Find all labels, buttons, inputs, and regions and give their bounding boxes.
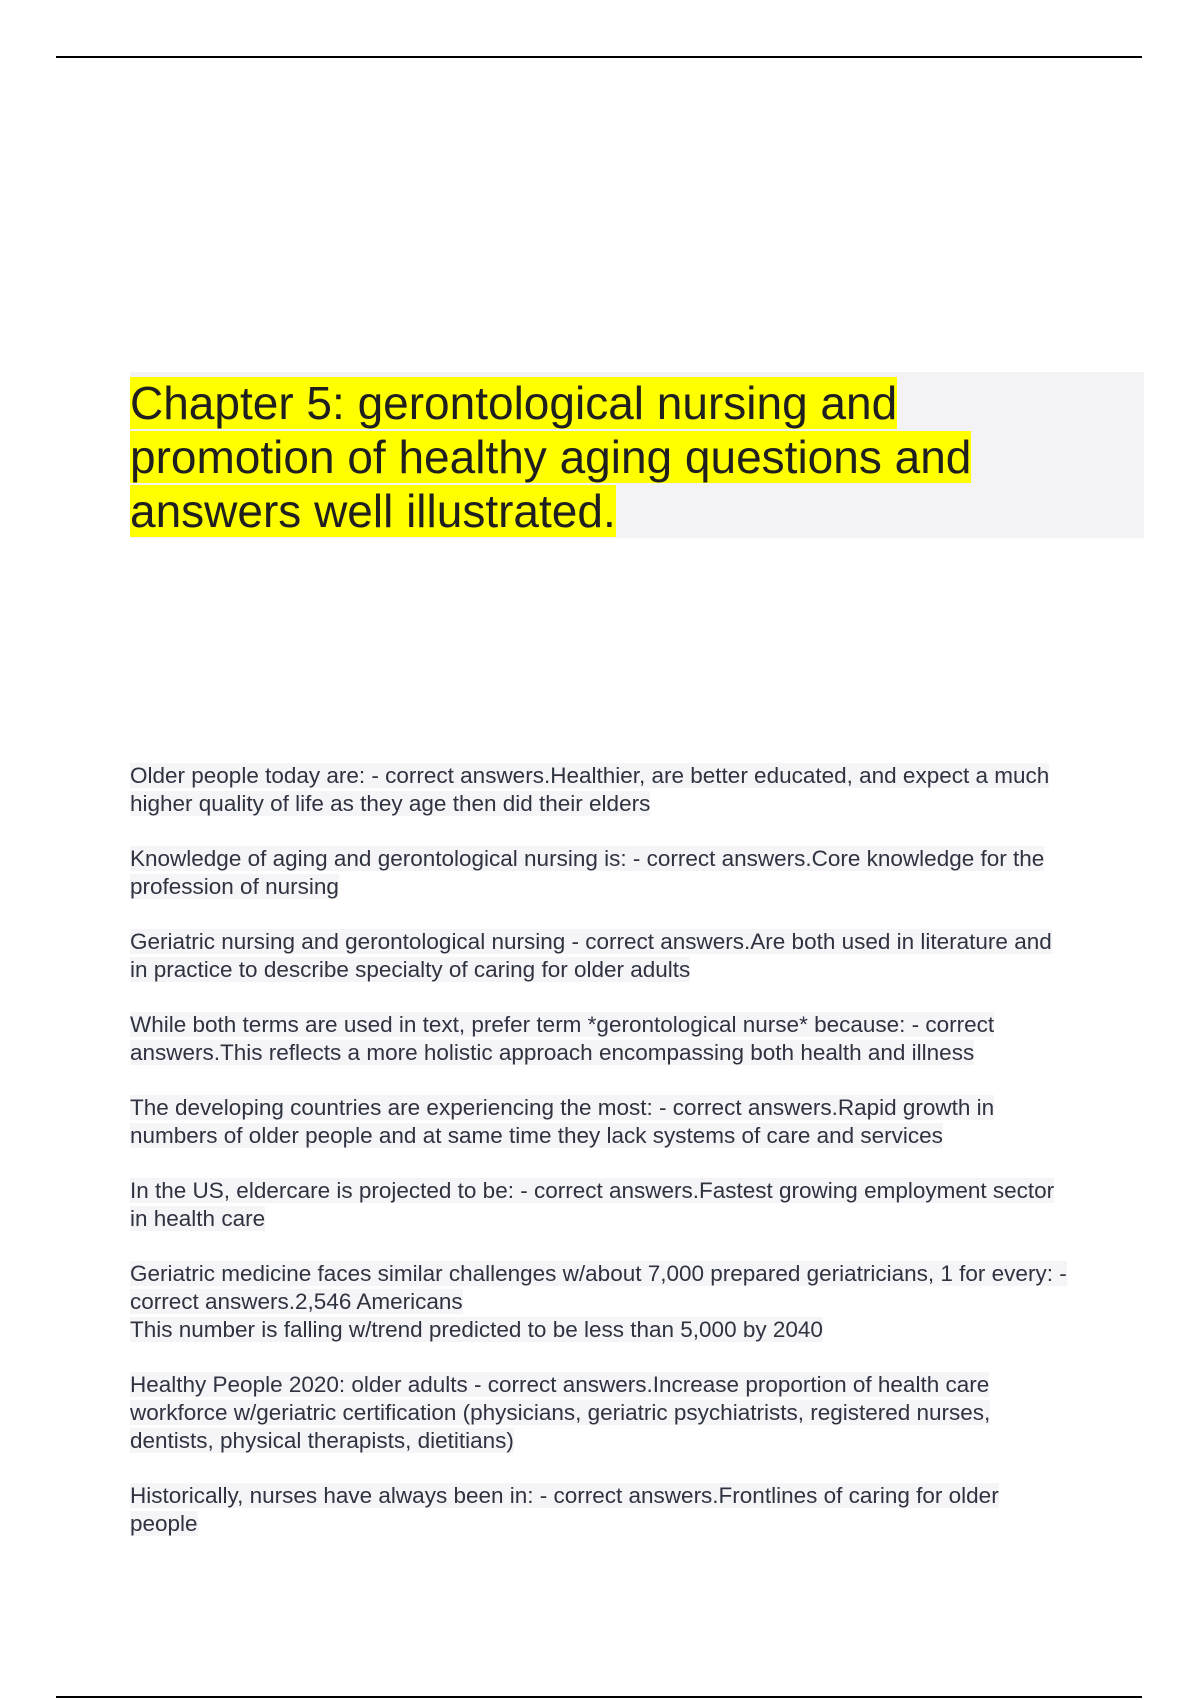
qa-item: [130, 1260, 1140, 1344]
qa-line: numbers of older people and at same time they lack systems of care and services: [130, 1123, 943, 1148]
qa-line: This number is falling w/trend predicted to be less than 5,000 by 2040: [130, 1317, 823, 1342]
qa-line: Older people today are: - correct answers.Healthier, are better educated, and expect a much: [130, 763, 1050, 788]
bottom-rule: [56, 1696, 1142, 1698]
qa-item: [130, 1482, 1140, 1538]
top-rule: [56, 56, 1142, 58]
qa-line: While both terms are used in text, prefer term *gerontological nurse* because: - correct: [130, 1012, 995, 1037]
qa-line: in practice to describe specialty of caring for older adults: [130, 957, 691, 982]
qa-item: [130, 928, 1140, 984]
qa-item: [130, 1011, 1140, 1067]
qa-line: Geriatric medicine faces similar challenges w/about 7,000 prepared geriatricians, 1 for every: -: [130, 1261, 1067, 1286]
title-block: [130, 372, 1144, 538]
qa-line: profession of nursing: [130, 874, 339, 899]
qa-line: dentists, physical therapists, dietitians): [130, 1428, 514, 1453]
qa-line: Historically, nurses have always been in: - correct answers.Frontlines of caring for older: [130, 1483, 999, 1508]
qa-item: [130, 1371, 1140, 1455]
qa-line: higher quality of life as they age then did their elders: [130, 791, 651, 816]
qa-line: answers.This reflects a more holistic approach encompassing both health and illness: [130, 1040, 975, 1065]
qa-item: [130, 1094, 1140, 1150]
qa-item: [130, 762, 1140, 818]
document-title: [130, 372, 1030, 538]
qa-item: [130, 845, 1140, 901]
qa-list: [130, 762, 1144, 1565]
title-highlight: Chapter 5: gerontological nursing and promotion of healthy aging questions and answers well illustrated.: [130, 377, 972, 537]
qa-item: [130, 1177, 1140, 1233]
qa-line: workforce w/geriatric certification (physicians, geriatric psychiatrists, registered nurses,: [130, 1400, 991, 1425]
qa-line: correct answers.2,546 Americans: [130, 1289, 463, 1314]
qa-line: In the US, eldercare is projected to be: - correct answers.Fastest growing employment sector: [130, 1178, 1055, 1203]
qa-line: Geriatric nursing and gerontological nursing - correct answers.Are both used in literature and: [130, 929, 1052, 954]
qa-line: people: [130, 1511, 198, 1536]
qa-line: in health care: [130, 1206, 266, 1231]
qa-line: Knowledge of aging and gerontological nursing is: - correct answers.Core knowledge for the: [130, 846, 1045, 871]
qa-line: Healthy People 2020: older adults - correct answers.Increase proportion of health care: [130, 1372, 990, 1397]
qa-line: The developing countries are experiencing the most: - correct answers.Rapid growth in: [130, 1095, 995, 1120]
